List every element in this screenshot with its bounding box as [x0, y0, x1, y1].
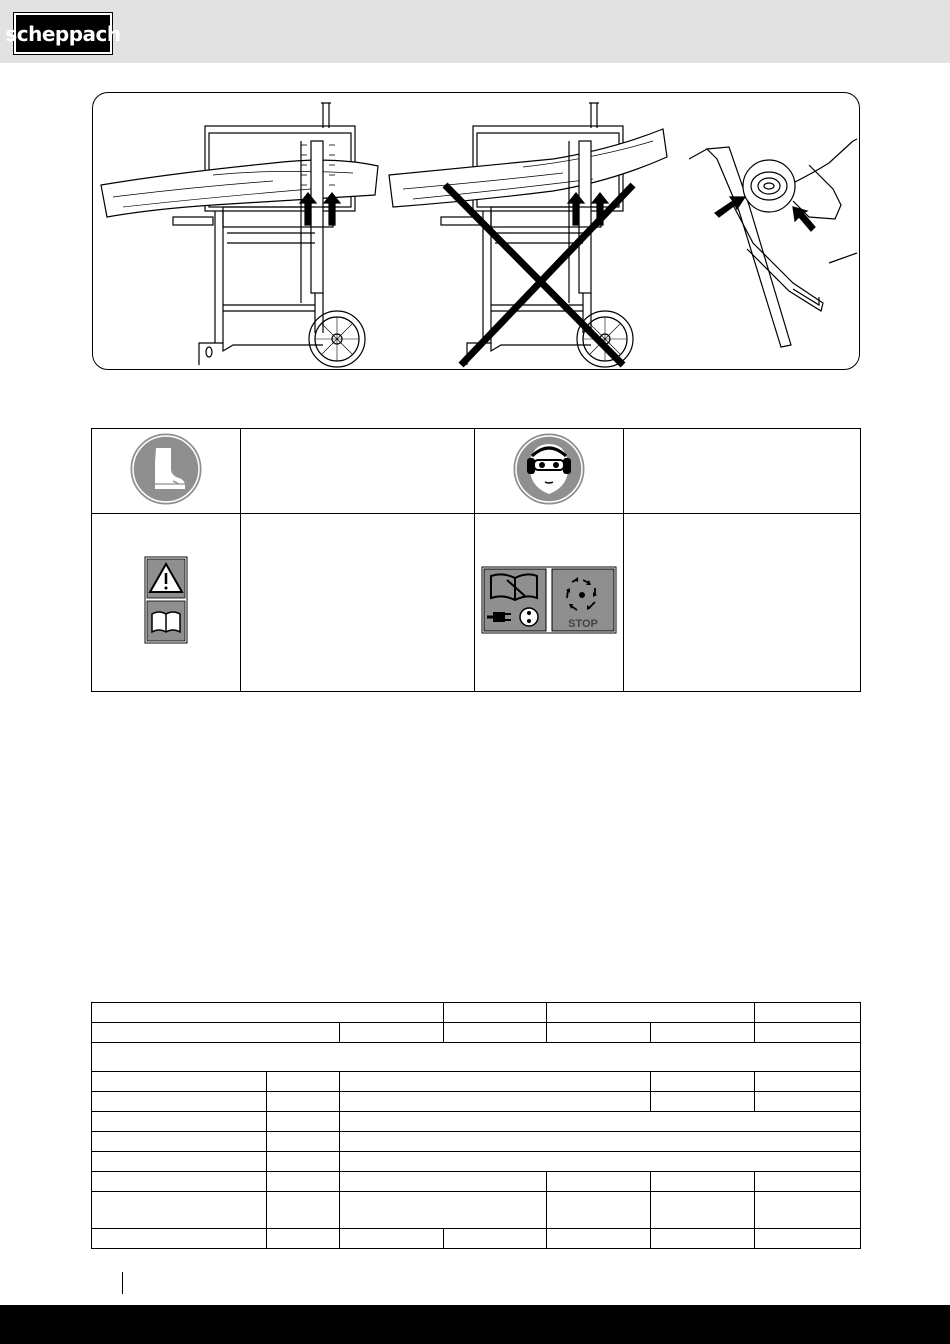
warning-read-manual-text [240, 514, 475, 692]
warning-read-manual-cell [92, 514, 241, 692]
table-row [92, 1043, 861, 1072]
warning-read-manual-icon [144, 556, 188, 644]
table-row [92, 1072, 861, 1092]
brand-logo [5, 13, 121, 54]
table-row [92, 1092, 861, 1112]
brand-logo-text: scheppach [5, 21, 121, 46]
safety-boots-text [240, 429, 475, 514]
eye-ear-protection-text [624, 429, 861, 514]
wrong-log-placement-illustration [389, 103, 667, 367]
correct-log-placement-illustration [101, 103, 378, 367]
unplug-wait-blade-stop-text [624, 514, 861, 692]
header-band [0, 0, 950, 63]
table-row [92, 1192, 861, 1229]
eye-ear-protection-cell [475, 429, 624, 514]
footer-divider [122, 1272, 123, 1294]
stop-label: STOP [568, 618, 599, 630]
footer-band [0, 1305, 950, 1344]
table-row [92, 1003, 861, 1023]
technical-data-table [91, 1002, 861, 1249]
safety-symbols-table [91, 428, 861, 692]
figure-illustration [92, 92, 860, 370]
eye-ear-protection-icon [512, 432, 586, 506]
table-row [92, 1152, 861, 1172]
unplug-wait-blade-stop-cell [475, 514, 624, 692]
table-row [92, 1229, 861, 1249]
safety-boots-icon [129, 432, 203, 506]
log-wedge-detail-illustration [689, 139, 857, 347]
table-row [92, 1023, 861, 1043]
table-row [92, 1132, 861, 1152]
table-row [92, 1112, 861, 1132]
safety-boots-cell [92, 429, 241, 514]
unplug-wait-blade-stop-icon [481, 566, 617, 634]
table-row [92, 1172, 861, 1192]
